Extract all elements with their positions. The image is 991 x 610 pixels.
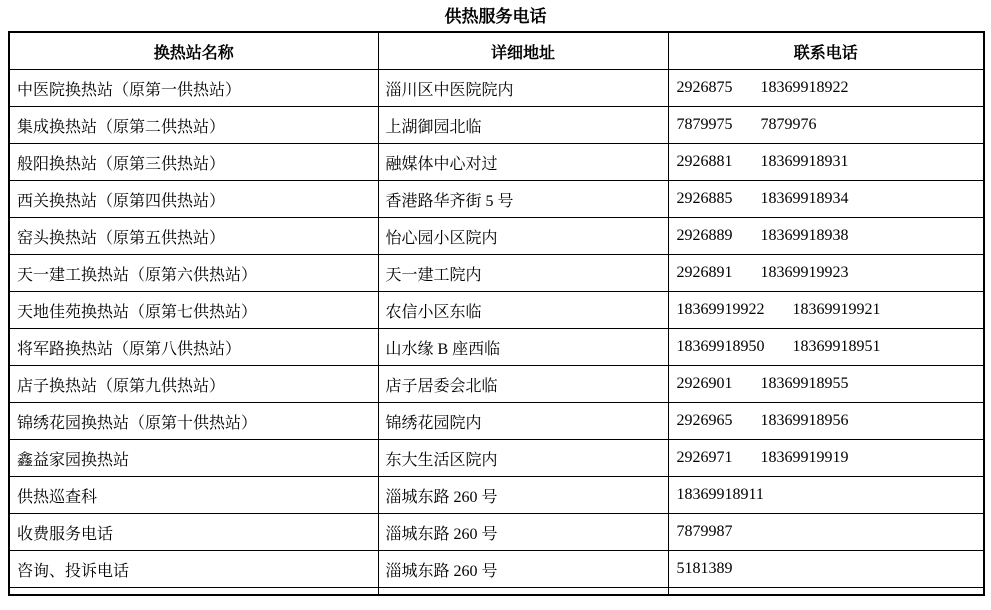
address-cell: 淄城东路 260 号 <box>378 477 668 514</box>
address-cell: 山水缘 B 座西临 <box>378 329 668 366</box>
phone-cell <box>668 107 984 144</box>
phone-cell <box>668 403 984 440</box>
station-name-cell: 般阳换热站（原第三供热站） <box>9 144 378 181</box>
address-cell: 上湖御园北临 <box>378 107 668 144</box>
phone-number-primary: 2926875 <box>676 79 733 96</box>
column-header-address: 详细地址 <box>378 32 668 70</box>
table-row <box>9 292 984 329</box>
phone-number-secondary: 18369918955 <box>760 375 849 392</box>
phone-number-secondary: 18369919923 <box>760 264 849 281</box>
table-row <box>9 403 984 440</box>
phone-number-primary: 18369918950 <box>676 338 765 355</box>
station-name-cell: 西关换热站（原第四供热站） <box>9 181 378 218</box>
phone-number-primary: 7879987 <box>676 523 733 540</box>
column-header-phone: 联系电话 <box>668 32 984 70</box>
phone-cell <box>668 292 984 329</box>
phone-number-secondary: 18369918934 <box>760 190 849 207</box>
address-cell: 融媒体中心对过 <box>378 144 668 181</box>
station-name-cell: 供热巡查科 <box>9 477 378 514</box>
table-row <box>9 144 984 181</box>
phone-cell <box>668 477 984 514</box>
page-title: 供热服务电话 <box>444 7 547 26</box>
phone-cell <box>668 514 984 551</box>
address-cell: 天一建工院内 <box>378 255 668 292</box>
phone-number-secondary: 18369918956 <box>760 412 849 429</box>
phone-number-secondary: 7879976 <box>760 116 817 133</box>
table-row <box>9 366 984 403</box>
table-row <box>9 255 984 292</box>
station-name-cell: 中医院换热站（原第一供热站） <box>9 70 378 107</box>
phone-cell <box>668 255 984 292</box>
phone-number-primary: 18369919922 <box>676 301 765 318</box>
phone-number-secondary: 18369919921 <box>792 301 881 318</box>
empty-cell <box>668 588 984 596</box>
phone-number-primary: 2926971 <box>676 449 733 466</box>
phone-cell <box>668 440 984 477</box>
station-name-cell: 天一建工换热站（原第六供热站） <box>9 255 378 292</box>
phone-cell <box>668 218 984 255</box>
station-name-cell: 天地佳苑换热站（原第七供热站） <box>9 292 378 329</box>
phone-number-primary: 2926885 <box>676 190 733 207</box>
address-cell: 店子居委会北临 <box>378 366 668 403</box>
address-cell: 锦绣花园院内 <box>378 403 668 440</box>
phone-number-primary: 2926891 <box>676 264 733 281</box>
empty-partial-row <box>9 588 984 596</box>
phone-number-secondary: 18369918922 <box>760 79 849 96</box>
address-cell: 淄城东路 260 号 <box>378 551 668 588</box>
phone-number-primary: 7879975 <box>676 116 733 133</box>
empty-cell <box>378 588 668 596</box>
table-row <box>9 514 984 551</box>
table-row <box>9 107 984 144</box>
heating-service-phone-table <box>8 31 985 596</box>
station-name-cell: 将军路换热站（原第八供热站） <box>9 329 378 366</box>
station-name-cell: 店子换热站（原第九供热站） <box>9 366 378 403</box>
phone-cell <box>668 144 984 181</box>
empty-cell <box>9 588 378 596</box>
table-row <box>9 440 984 477</box>
phone-number-secondary: 18369919919 <box>760 449 849 466</box>
column-header-station-name: 换热站名称 <box>9 32 378 70</box>
table-row <box>9 477 984 514</box>
table-row <box>9 181 984 218</box>
station-name-cell: 鑫益家园换热站 <box>9 440 378 477</box>
phone-number-primary: 2926881 <box>676 153 733 170</box>
phone-number-secondary: 18369918938 <box>760 227 849 244</box>
phone-number-primary: 2926889 <box>676 227 733 244</box>
table-row <box>9 329 984 366</box>
phone-number-secondary: 18369918951 <box>792 338 881 355</box>
station-name-cell: 咨询、投诉电话 <box>9 551 378 588</box>
phone-number-primary: 5181389 <box>676 560 733 577</box>
phone-number-secondary: 18369918931 <box>760 153 849 170</box>
address-cell: 农信小区东临 <box>378 292 668 329</box>
address-cell: 淄城东路 260 号 <box>378 514 668 551</box>
phone-number-primary: 2926901 <box>676 375 733 392</box>
phone-cell <box>668 329 984 366</box>
phone-number-primary: 18369918911 <box>676 486 764 503</box>
address-cell: 淄川区中医院院内 <box>378 70 668 107</box>
table-row <box>9 70 984 107</box>
address-cell: 东大生活区院内 <box>378 440 668 477</box>
phone-number-primary: 2926965 <box>676 412 733 429</box>
phone-cell <box>668 366 984 403</box>
header-row <box>9 32 984 70</box>
address-cell: 香港路华齐街 5 号 <box>378 181 668 218</box>
station-name-cell: 窑头换热站（原第五供热站） <box>9 218 378 255</box>
table-row <box>9 551 984 588</box>
station-name-cell: 收费服务电话 <box>9 514 378 551</box>
station-name-cell: 集成换热站（原第二供热站） <box>9 107 378 144</box>
station-name-cell: 锦绣花园换热站（原第十供热站） <box>9 403 378 440</box>
phone-cell <box>668 181 984 218</box>
address-cell: 怡心园小区院内 <box>378 218 668 255</box>
table-row <box>9 218 984 255</box>
phone-cell <box>668 551 984 588</box>
phone-cell <box>668 70 984 107</box>
